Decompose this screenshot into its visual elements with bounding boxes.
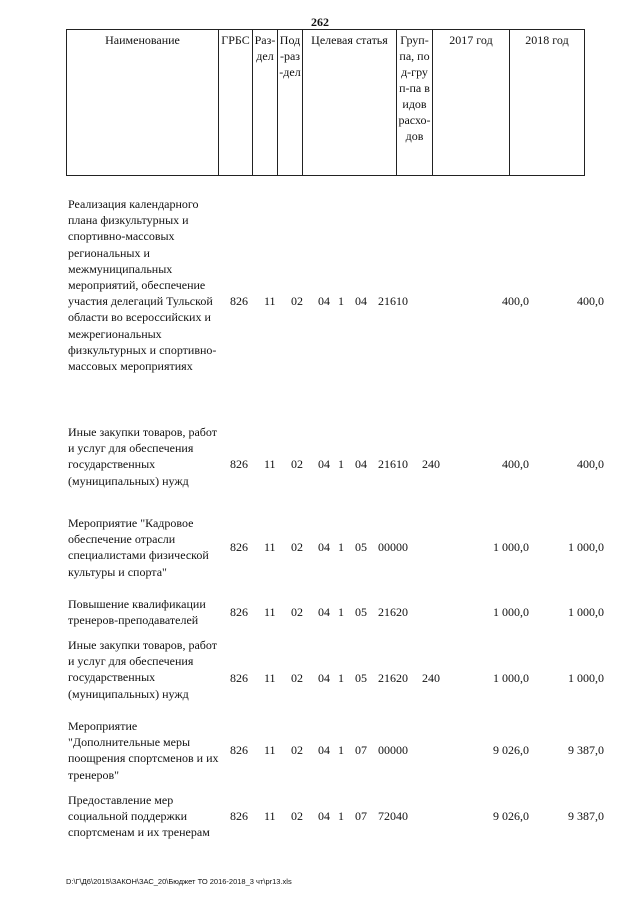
row-grbs: 826 xyxy=(230,605,248,619)
row-target-program: 04 xyxy=(318,605,330,619)
row-grbs: 826 xyxy=(230,809,248,823)
row-razdel: 11 xyxy=(264,457,276,471)
row-name: Иные закупки товаров, работ и услуг для обеспечения государственных (муниципальных) нужд xyxy=(68,425,217,488)
row-target-event: 05 xyxy=(355,671,367,685)
file-path-footer: D:\Г\Д6\2015\ЗАКОН\ЗАС_20\Бюджет ТО 2016-2018_3 чт\pr13.xls xyxy=(66,877,292,886)
header-year-2017: 2017 год xyxy=(433,30,510,176)
row-target-subprogram: 1 xyxy=(338,743,344,757)
row-grbs: 826 xyxy=(230,294,248,308)
header-celevaya-statya: Целевая статья xyxy=(303,30,397,176)
row-target-program: 04 xyxy=(318,540,330,554)
row-target-subprogram: 1 xyxy=(338,294,344,308)
row-year-2017: 1 000,0 xyxy=(493,671,529,685)
row-target-code: 21610 xyxy=(378,294,408,308)
row-year-2017: 9 026,0 xyxy=(493,743,529,757)
row-name: Иные закупки товаров, работ и услуг для обеспечения государственных (муниципальных) нужд xyxy=(68,638,217,701)
row-razdel: 11 xyxy=(264,671,276,685)
row-name: Повышение квалификации тренеров-преподавателей xyxy=(68,597,206,628)
row-year-2018: 1 000,0 xyxy=(568,540,604,554)
row-year-2017: 400,0 xyxy=(502,457,529,471)
row-year-2018: 400,0 xyxy=(577,294,604,308)
row-target-code: 72040 xyxy=(378,809,408,823)
row-grbs: 826 xyxy=(230,743,248,757)
row-name: Мероприятие "Дополнительные меры поощрения спортсменов и их тренеров" xyxy=(68,719,219,782)
row-year-2017: 400,0 xyxy=(502,294,529,308)
row-year-2018: 9 387,0 xyxy=(568,743,604,757)
row-target-event: 07 xyxy=(355,743,367,757)
row-target-subprogram: 1 xyxy=(338,457,344,471)
header-grbs: ГРБС xyxy=(219,30,253,176)
row-grbs: 826 xyxy=(230,457,248,471)
header-name: Наименование xyxy=(67,30,219,176)
header-razdel: Раз-дел xyxy=(253,30,278,176)
row-target-code: 21620 xyxy=(378,671,408,685)
row-year-2017: 1 000,0 xyxy=(493,605,529,619)
row-grbs: 826 xyxy=(230,671,248,685)
header-gruppa: Груп-па, под-груп-па видов расхо-дов xyxy=(397,30,433,176)
row-razdel: 11 xyxy=(264,605,276,619)
row-podrazdel: 02 xyxy=(291,671,303,685)
row-year-2017: 1 000,0 xyxy=(493,540,529,554)
header-year-2018: 2018 год xyxy=(510,30,585,176)
row-podrazdel: 02 xyxy=(291,294,303,308)
row-target-program: 04 xyxy=(318,671,330,685)
row-target-program: 04 xyxy=(318,294,330,308)
row-target-event: 05 xyxy=(355,540,367,554)
row-year-2017: 9 026,0 xyxy=(493,809,529,823)
row-podrazdel: 02 xyxy=(291,809,303,823)
row-year-2018: 400,0 xyxy=(577,457,604,471)
row-target-subprogram: 1 xyxy=(338,540,344,554)
row-target-event: 07 xyxy=(355,809,367,823)
row-podrazdel: 02 xyxy=(291,743,303,757)
table-header xyxy=(66,29,585,176)
row-gruppa: 240 xyxy=(422,671,440,685)
row-gruppa: 240 xyxy=(422,457,440,471)
row-target-code: 21620 xyxy=(378,605,408,619)
row-podrazdel: 02 xyxy=(291,540,303,554)
row-year-2018: 9 387,0 xyxy=(568,809,604,823)
row-grbs: 826 xyxy=(230,540,248,554)
row-target-program: 04 xyxy=(318,743,330,757)
row-target-subprogram: 1 xyxy=(338,671,344,685)
row-razdel: 11 xyxy=(264,294,276,308)
page-number: 262 xyxy=(311,15,329,29)
row-target-code: 21610 xyxy=(378,457,408,471)
row-razdel: 11 xyxy=(264,743,276,757)
row-target-event: 05 xyxy=(355,605,367,619)
row-target-program: 04 xyxy=(318,809,330,823)
row-year-2018: 1 000,0 xyxy=(568,605,604,619)
row-target-subprogram: 1 xyxy=(338,809,344,823)
row-podrazdel: 02 xyxy=(291,605,303,619)
row-podrazdel: 02 xyxy=(291,457,303,471)
row-name: Реализация календарного плана физкультурных и спортивно-массовых региональных и межмуниципальных мероприятий, обеспечение участия делегаций Тульской области во всероссийских и межрегиональных физкультурных и спортивно-массовых мероприятиях xyxy=(68,197,217,374)
row-target-event: 04 xyxy=(355,457,367,471)
row-target-subprogram: 1 xyxy=(338,605,344,619)
row-name: Мероприятие "Кадровое обеспечение отрасли специалистами физической культуры и спорта" xyxy=(68,516,209,579)
row-target-program: 04 xyxy=(318,457,330,471)
row-razdel: 11 xyxy=(264,809,276,823)
row-target-code: 00000 xyxy=(378,540,408,554)
row-target-event: 04 xyxy=(355,294,367,308)
row-target-code: 00000 xyxy=(378,743,408,757)
row-year-2018: 1 000,0 xyxy=(568,671,604,685)
header-podrazdel: Под-раз-дел xyxy=(278,30,303,176)
row-name: Предоставление мер социальной поддержки спортсменам и их тренерам xyxy=(68,793,210,840)
row-razdel: 11 xyxy=(264,540,276,554)
